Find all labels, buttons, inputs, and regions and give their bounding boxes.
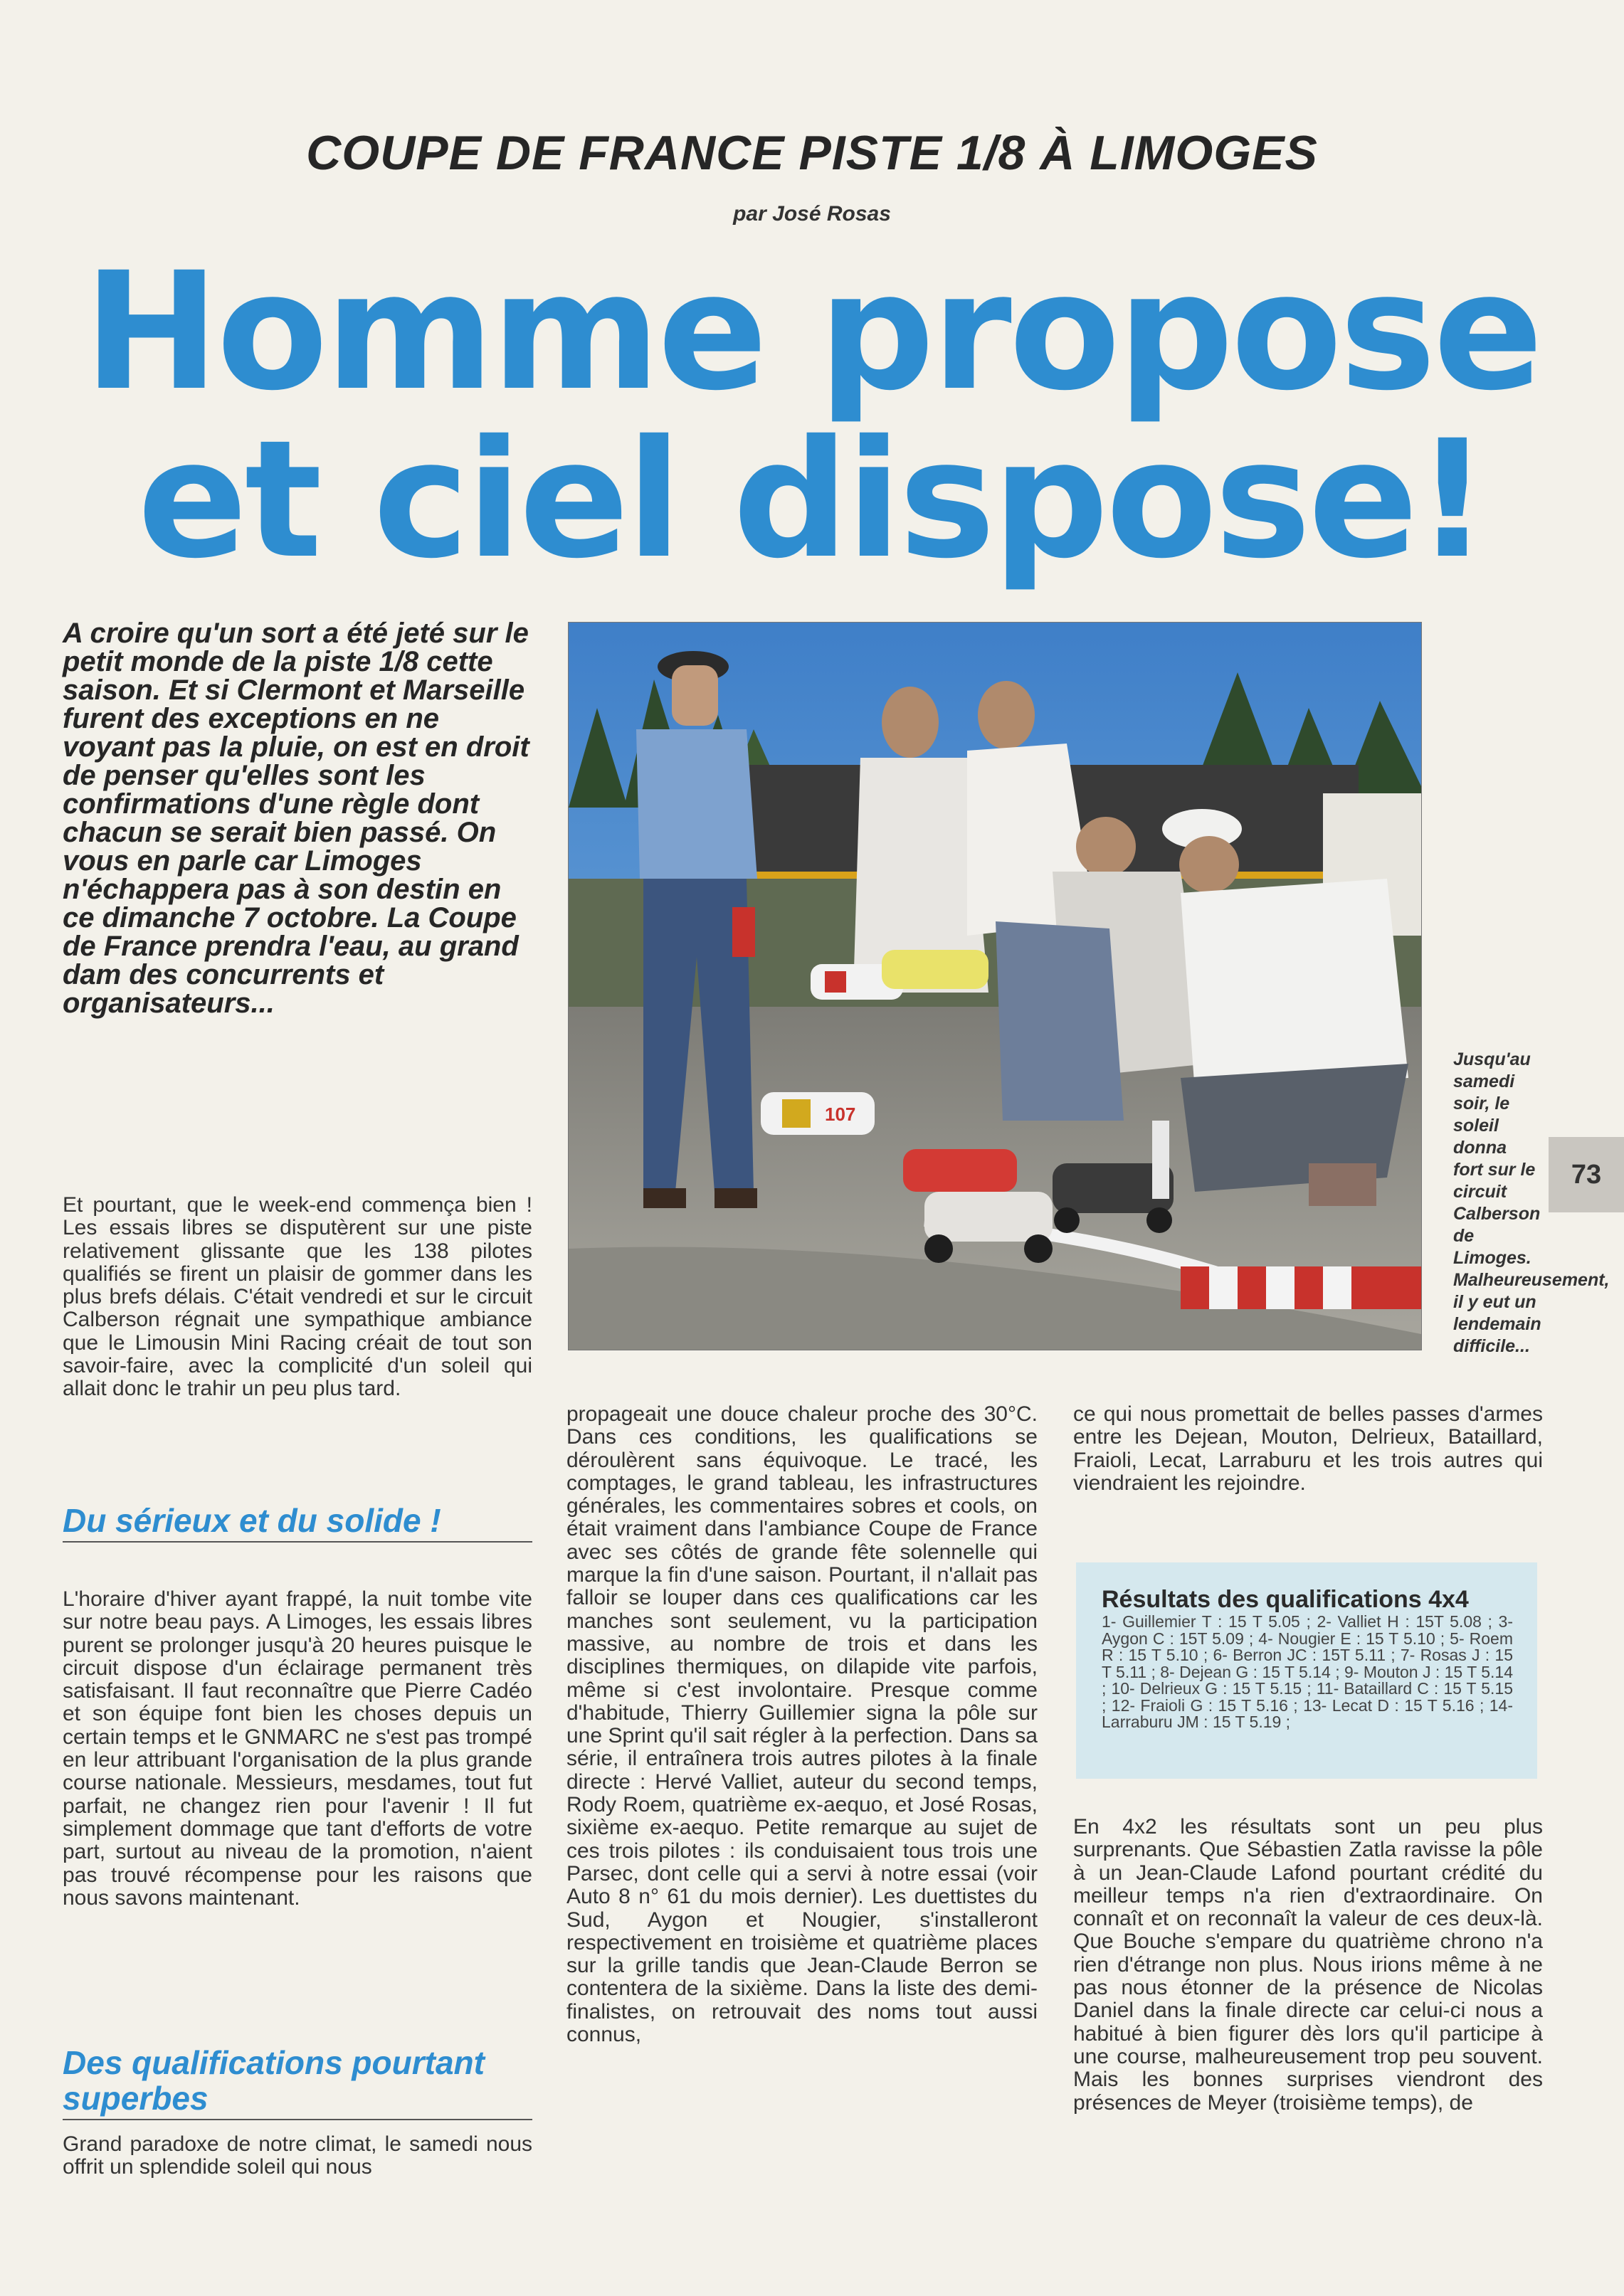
body-paragraph-4: propageait une douce chaleur proche des 30°C. Dans ces conditions, les qualifications se déroulèrent sans équivoque. Le tracé, les comptages, le grand tableau, les infrastructures générales, les commentaires sobres et cools, on était vraiment dans l'ambiance Coupe de France avec ses côtés de grande fête solennelle qui marque la fin d'une saison. Pourtant, il n'allait pas falloir se louper dans ces qualifications car les manches sont seulement, vu la participation massive, au nombre de trois et dans les disciplines thermiques, on dilapide vite parfois, même si c'est involontaire. Presque comme d'habitude, Thierry Guillemier signa la pôle sur une Sprint qu'il sait régler à la perfection. Dans sa série, il entraînera trois autres pilotes à la finale directe : Hervé Valliet, auteur du second temps, Rody Roem, quatrième ex-aequo, et José Rosas, sixième ex-aequo. Petite remarque au sujet de ces trois pilotes : ils conduisaient tous trois une Parsec, dont celle qui a servi à notre essai (voir Auto 8 n° 61 du mois dernier). Les duettistes du Sud, Aygon et Nougier, s'installeront respectivement en troisième et quatrième places sur la grille tandis que Jean-Claude Berron se contentera de la sixième. Dans la liste des demi-finalistes, on retrouvait des noms tout aussi connus,	[566, 1402, 1038, 2047]
car-number: 107	[825, 1104, 856, 1125]
body-paragraph-5: ce qui nous promettait de belles passes d'armes entre les Dejean, Mouton, Delrieux, Bataillard, Fraioli, Lecat, Larraburu et les trois autres qui viendraient les rejoindre.	[1073, 1402, 1543, 1495]
results-list: 1- Guillemier T : 15 T 5.05 ; 2- Valliet H : 15T 5.08 ; 3- Aygon C : 15T 5.09 ; 4- Nougier E : 15 T 5.10 ; 5- Roem R : 15 T 5.10 ; 6- Berron JC : 15T 5.11 ; 7- Rosas J : 15 T 5.11 ; 8- Dejean G : 15 T 5.14 ; 9- Mouton J : 15 T 5.14 ; 10- Delrieux G : 15 T 5.15 ; 11- Bataillard C : 15 T 5.15 ; 12- Fraioli G : 15 T 5.16 ; 13- Lecat D : 15 T 5.16 ; 14- Larraburu JM : 15 T 5.19 ;	[1102, 1612, 1513, 1731]
body-paragraph-6: En 4x2 les résultats sont un peu plus surprenants. Que Sébastien Zatla ravisse la pôle à un Jean-Claude Lafond pourtant crédité du meilleur temps n'a rien d'extraordinaire. On connaît et on reconnaît la valeur de ces deux-là. Que Bouche s'empare du quatrième chrono n'a rien d'étrange non plus. Nous irions même à ne pas nous étonner de la présence de Nicolas Daniel dans la finale directe car celui-ci nous a habitué à bien figurer dès lors qu'il participe à une course, malheureusement trop peu souvent. Mais les bonnes surprises viendront des présences de Meyer (troisième temps), de	[1073, 1815, 1543, 2115]
subheading-serieux: Du sérieux et du solide !	[63, 1503, 532, 1543]
page-number-tab	[1549, 1137, 1624, 1212]
results-title: Résultats des qualifications 4x4	[1102, 1586, 1469, 1613]
page-number: 73	[1571, 1159, 1602, 1190]
article-kicker: COUPE DE FRANCE PISTE 1/8 À LIMOGES	[306, 126, 1318, 180]
byline: par José Rosas	[733, 202, 891, 226]
intro-paragraph: A croire qu'un sort a été jeté sur le petit monde de la piste 1/8 cette saison. Et si Clermont et Marseille furent des exceptions en ne voyant pas la pluie, on est en droit de penser qu'elles sont les confirmations d'une règle dont chacun se serait bien passé. On vous en parle car Limoges n'échappera pas à son destin en ce dimanche 7 octobre. La Coupe de France prendra l'eau, au grand dam des concurrents et organisateurs...	[63, 618, 529, 1019]
body-paragraph-1: Et pourtant, que le week-end commença bien ! Les essais libres se disputèrent sur une piste relativement glissante que les 138 pilotes qualifiés se firent un plaisir de gommer dans les plus brefs délais. C'était vendredi et sur le circuit Calberson régnait une sympathique ambiance que le Limousin Mini Racing créait de tout son savoir-faire, avec la complicité d'un soleil qui allait donc le trahir un peu plus tard.	[63, 1193, 532, 1401]
body-paragraph-2: L'horaire d'hiver ayant frappé, la nuit tombe vite sur notre beau pays. A Limoges, les essais libres purent se prolonger jusqu'à 20 heures puisque le circuit dispose d'un éclairage permanent très satisfaisant. Il faut reconnaître que Pierre Cadéo et son équipe font bien les choses depuis un certain temps et le GNMARC ne s'est pas trompé en leur attribuant l'organisation de la plus grande course nationale. Messieurs, mesdames, tout fut parfait, ne changez rien pour l'avenir ! Il fut simplement dommage que tant d'efforts de votre part, surtout au niveau de la promotion, n'aient pas trouvé récompense pour les raisons que nous savons maintenant.	[63, 1587, 532, 1910]
subheading-qualifications: Des qualifications pourtant superbes	[63, 2045, 532, 2120]
headline-line-2: et ciel dispose!	[137, 405, 1487, 594]
body-paragraph-3: Grand paradoxe de notre climat, le samedi nous offrit un splendide soleil qui nous	[63, 2132, 532, 2179]
photo-caption: Jusqu'au samedi soir, le soleil donna fort sur le circuit Calberson de Limoges. Malheureusement, il y eut un lendemain difficile...	[1453, 1049, 1610, 1356]
race-photo	[568, 622, 1422, 1350]
results-box	[1076, 1562, 1537, 1779]
headline-line-1: Homme propose	[83, 237, 1541, 426]
